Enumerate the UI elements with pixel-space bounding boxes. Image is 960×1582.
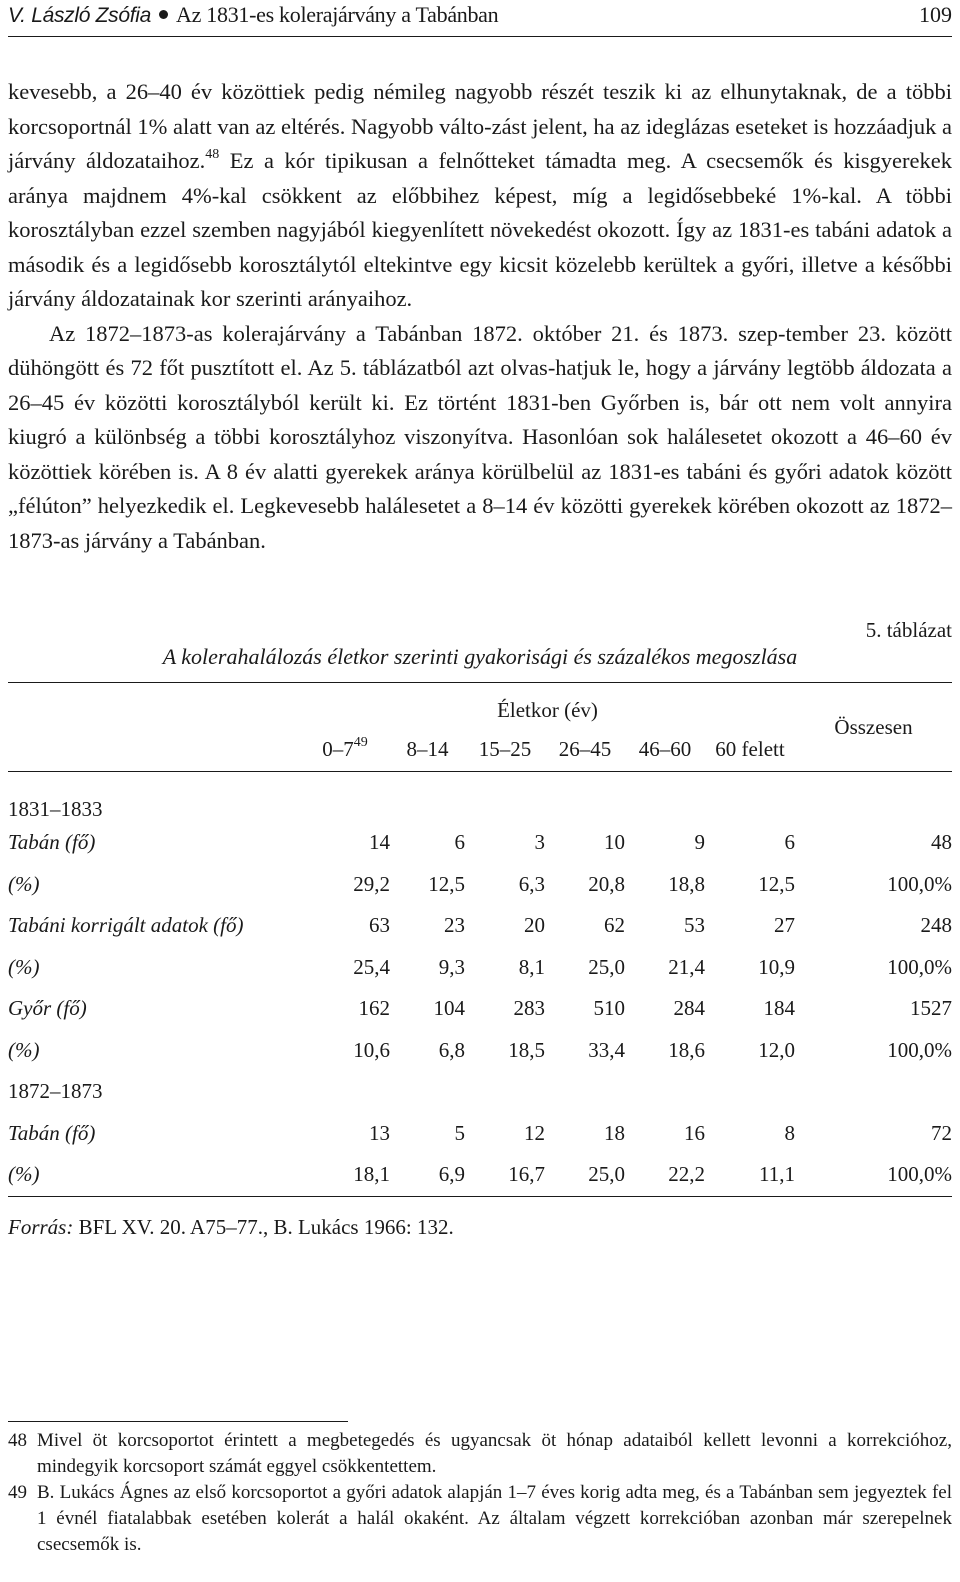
value-cell: 10,6 — [353, 1037, 390, 1062]
value-cell: 104 — [433, 996, 465, 1021]
value-cell: 63 — [369, 913, 390, 938]
footnotes — [8, 1428, 952, 1558]
total-cell: 100,0% — [887, 954, 952, 979]
row-label: (%) — [8, 1154, 300, 1196]
page — [8, 0, 952, 1240]
bullet-separator — [159, 10, 168, 19]
table-row — [8, 864, 952, 906]
value-cell: 8 — [784, 1120, 795, 1145]
footnote — [8, 1428, 952, 1480]
row-label: Tabán (fő) — [8, 830, 96, 855]
table-row — [8, 905, 952, 947]
footnote — [8, 1480, 952, 1558]
header-blank — [8, 683, 300, 772]
group-header-cell — [300, 683, 795, 728]
value-cell: 13 — [369, 1120, 390, 1145]
value-cell: 6,8 — [438, 1037, 465, 1062]
total-cell: 48 — [931, 830, 952, 855]
data-table — [8, 682, 952, 1197]
running-header — [8, 0, 952, 37]
value-cell: 25,0 — [588, 954, 625, 979]
value-cell: 10,9 — [758, 954, 795, 979]
table-row — [8, 822, 952, 864]
footnote-ref: 48 — [205, 146, 220, 162]
table-row — [8, 988, 952, 1030]
value-cell: 18,8 — [668, 871, 705, 896]
value-cell: 27 — [774, 913, 795, 938]
age-column-header — [545, 727, 625, 772]
source-label: Forrás: — [8, 1214, 74, 1239]
paragraph-1 — [8, 75, 952, 317]
table-section-row — [8, 1071, 952, 1113]
table-row — [8, 1030, 952, 1072]
value-cell: 12 — [524, 1120, 545, 1145]
value-cell: 6 — [784, 830, 795, 855]
value-cell: 10 — [604, 830, 625, 855]
value-cell: 12,5 — [758, 871, 795, 896]
table-row — [8, 1113, 952, 1155]
section-filler — [300, 772, 952, 823]
row-label: Tabáni korrigált adatok (fő) — [8, 913, 244, 938]
value-cell: 20,8 — [588, 871, 625, 896]
row-label: (%) — [8, 954, 40, 979]
paragraph-2: Az 1872–1873-as kolerajárvány a Tabánban 1872. október 21. és 1873. szep-tember 23. között dühöngött és 72 főt pusztított el. Az 5. táblázatból azt olvas-hatjuk le, hogy a járvány legtöbb áldozata a 26–45 év közötti korosztályból került ki. Ez történt 1831-ben Győrben is, bár ott nem volt annyira kiugró a különbség a többi korosztályhoz viszonyítva. Hasonlóan sok halálesetet okozott a 46–60 év közöttiek körében is. A 8 év alatti gyerekek aránya körülbelül az 1831-es tabáni és győri adatok között „félúton” helyezkedik el. Legkevesebb halálesetet a 8–14 év közötti gyerekek körében okozott az 1872–1873-as járvány a Tabánban. — [8, 320, 952, 553]
total-cell: 248 — [920, 913, 952, 938]
age-column-label: 60 felett — [715, 736, 785, 761]
value-cell: 62 — [604, 913, 625, 938]
value-cell: 25,0 — [545, 1154, 625, 1196]
table-body — [8, 772, 952, 1197]
table-source — [8, 1215, 952, 1240]
value-cell: 12,5 — [428, 871, 465, 896]
total-cell: 72 — [931, 1120, 952, 1145]
age-column-header — [625, 727, 705, 772]
running-header-left — [8, 2, 498, 28]
value-cell: 6 — [454, 830, 465, 855]
age-column-label: 15–25 — [478, 736, 532, 761]
row-label: (%) — [8, 871, 40, 896]
total-header: Összesen — [834, 714, 913, 739]
value-cell: 8,1 — [518, 954, 545, 979]
total-cell: 100,0% — [887, 1037, 952, 1062]
value-cell: 6,3 — [518, 871, 545, 896]
value-cell: 18,1 — [300, 1154, 390, 1196]
value-cell: 12,0 — [758, 1037, 795, 1062]
footnote-ref: 49 — [353, 734, 368, 750]
age-column-header — [300, 727, 390, 772]
value-cell: 6,9 — [390, 1154, 465, 1196]
value-cell: 18,5 — [508, 1037, 545, 1062]
total-cell: 1527 — [910, 996, 952, 1021]
value-cell: 53 — [684, 913, 705, 938]
footnote-number: 49 — [8, 1482, 27, 1503]
value-cell: 5 — [454, 1120, 465, 1145]
article-title: Az 1831-es kolerajárvány a Tabánban — [176, 2, 499, 27]
age-group-header: Életkor (év) — [497, 698, 598, 722]
row-label: Győr (fő) — [8, 996, 87, 1021]
table-caption: A kolerahalálozás életkor szerinti gyakorisági és százalékos megoszlása — [162, 644, 798, 669]
value-cell: 23 — [444, 913, 465, 938]
page-number: 109 — [919, 2, 952, 27]
total-cell: 100,0% — [795, 1154, 952, 1196]
footnote-text: Mivel öt korcsoportot érintett a megbetegedés és ugyancsak öt hónap adataiból kellett levonni a korrekcióhoz, mindegyik korcsoport számát eggyel csökkentettem. — [37, 1430, 952, 1477]
value-cell: 25,4 — [353, 954, 390, 979]
value-cell: 284 — [673, 996, 705, 1021]
age-column-header — [465, 727, 545, 772]
value-cell: 33,4 — [588, 1037, 625, 1062]
age-column-label: 26–45 — [558, 736, 612, 761]
table-label: 5. táblázat — [865, 618, 952, 642]
total-cell: 100,0% — [887, 871, 952, 896]
value-cell: 14 — [369, 830, 390, 855]
total-header-cell — [795, 683, 952, 772]
value-cell: 29,2 — [353, 871, 390, 896]
row-label: Tabán (fő) — [8, 1120, 96, 1145]
value-cell: 11,1 — [705, 1154, 795, 1196]
value-cell: 184 — [763, 996, 795, 1021]
age-column-label: 0–7 — [322, 736, 354, 761]
table-row — [8, 1154, 952, 1196]
table-section-row — [8, 772, 952, 823]
footnote-text: B. Lukács Ágnes az első korcsoportot a győri adatok alapján 1–7 éves korig adta meg, és a Tabánban sem jegyeztek fel 1 évnél fiatalabbak esetében kolerát a halál okaként. Az általam végzett korrekcióban azonban már szerepelnek csecsemők is. — [37, 1482, 952, 1555]
value-cell: 510 — [593, 996, 625, 1021]
value-cell: 9 — [694, 830, 705, 855]
value-cell: 162 — [358, 996, 390, 1021]
footnote-rule — [8, 1421, 348, 1422]
value-cell: 22,2 — [625, 1154, 705, 1196]
source-text: BFL XV. 20. A75–77., B. Lukács 1966: 132. — [73, 1214, 454, 1239]
section-label: 1872–1873 — [8, 1079, 103, 1104]
row-label: (%) — [8, 1037, 40, 1062]
age-column-header — [390, 727, 465, 772]
value-cell: 283 — [513, 996, 545, 1021]
value-cell: 18,6 — [668, 1037, 705, 1062]
age-column-header — [705, 727, 795, 772]
author-name: V. László Zsófia — [8, 4, 152, 27]
value-cell: 21,4 — [668, 954, 705, 979]
footnote-number: 48 — [8, 1430, 27, 1451]
age-column-label: 8–14 — [406, 736, 449, 761]
value-cell: 9,3 — [438, 954, 465, 979]
value-cell: 16 — [684, 1120, 705, 1145]
section-label: 1831–1833 — [8, 797, 103, 821]
paragraph-text: Ez a kór tipikusan a felnőtteket támadta meg. A csecsemők és kisgyerekek aránya majdnem 4%-kal csökkent az előbbihez képest, míg a legidősebbeké 1%-kal. A többi korosztályban ezzel szemben nagyjából kiegyenlített növekedést okozott. Így az 1831-es tabáni adatok a második és a legidősebb korosztálytól eltekintve egy kicsit közelebb kerültek a győri, illetve a későbbi járvány áldozatainak kor szerinti arányaihoz. — [8, 148, 953, 311]
value-cell: 20 — [524, 913, 545, 938]
value-cell: 16,7 — [465, 1154, 545, 1196]
paragraph-text: kevesebb, a 26–40 év közöttiek pedig némileg nagyobb részét teszik ki az elhunytaknak, de a többi korcsoportnál 1% alatt van az eltérés. Nagyobb válto-zást jelent, ha az ideglázas eseteket is hozzáadjuk a járvány áldozataihoz. — [8, 79, 952, 173]
body-text — [8, 75, 952, 558]
value-cell: 3 — [534, 830, 545, 855]
age-column-label: 46–60 — [638, 736, 692, 761]
section-filler — [300, 1071, 952, 1113]
value-cell: 18 — [604, 1120, 625, 1145]
table-row — [8, 947, 952, 989]
